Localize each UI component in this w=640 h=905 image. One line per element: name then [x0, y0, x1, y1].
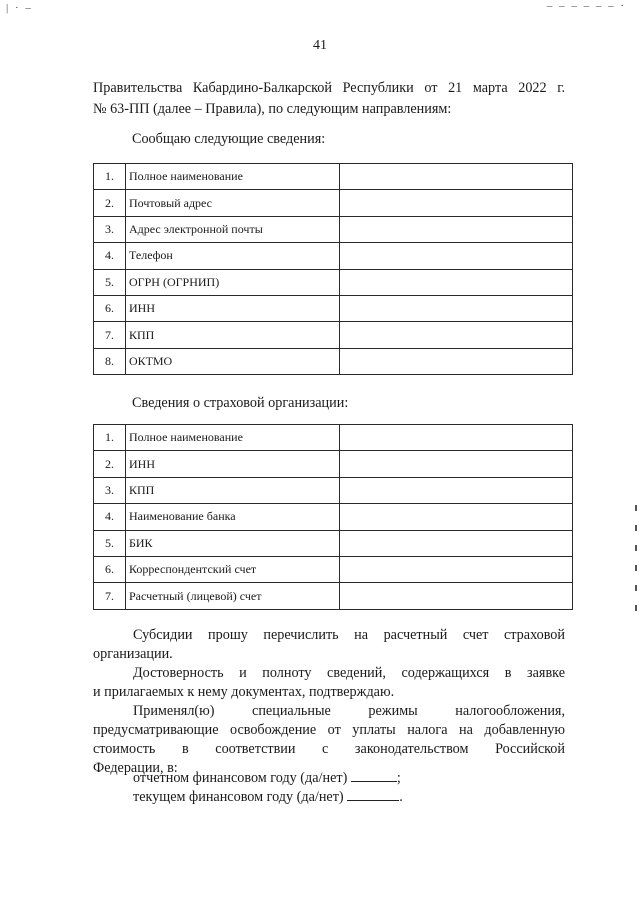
row-label: ОГРН (ОГРНИП) — [126, 269, 340, 295]
row-number: 7. — [94, 583, 126, 609]
table-row — [94, 216, 573, 242]
scan-corner-mark: | · – — [6, 2, 33, 14]
table-row — [94, 425, 573, 451]
reporting-year-label: отчетном финансовом году (да/нет) — [133, 770, 348, 786]
row-number: 7. — [94, 322, 126, 348]
row-label: БИК — [126, 530, 340, 556]
table-row — [94, 322, 573, 348]
row-number: 3. — [94, 477, 126, 503]
paragraph-line: организации. — [93, 646, 173, 662]
paragraph-line: и прилагаемых к нему документах, подтверждаю. — [93, 684, 395, 700]
table-row — [94, 583, 573, 609]
row-label: ИНН — [126, 451, 340, 477]
value-cell-postal-address[interactable] — [340, 190, 573, 216]
value-cell-oktmo[interactable] — [340, 348, 573, 374]
row-label: КПП — [126, 322, 340, 348]
table-row — [94, 295, 573, 321]
value-cell-ogrn[interactable] — [340, 269, 573, 295]
row-label: Наименование банка — [126, 504, 340, 530]
paragraph-tax-regimes — [93, 702, 565, 778]
current-year-blank[interactable] — [347, 787, 399, 801]
row-number: 1. — [94, 425, 126, 451]
table-row — [94, 190, 573, 216]
paragraph-subsidy-transfer — [93, 626, 565, 664]
row-number: 3. — [94, 216, 126, 242]
value-cell-insurer-kpp[interactable] — [340, 477, 573, 503]
value-cell-inn[interactable] — [340, 295, 573, 321]
scan-edge-marks — [634, 505, 638, 625]
reporting-year-blank[interactable] — [351, 768, 397, 782]
value-cell-kpp[interactable] — [340, 322, 573, 348]
paragraph-line: Субсидии прошу перечислить на расчетный счет страховой — [133, 627, 565, 643]
row-label: Адрес электронной почты — [126, 216, 340, 242]
row-label: КПП — [126, 477, 340, 503]
paragraph-line: предусматривающие освобождение от уплаты налога на добавленную — [93, 722, 565, 738]
row-label: Почтовый адрес — [126, 190, 340, 216]
page-number: 41 — [313, 38, 327, 53]
value-cell-corr-account[interactable] — [340, 556, 573, 582]
row-number: 8. — [94, 348, 126, 374]
scan-corner-mark-right: – – – – – – · — [546, 0, 626, 12]
row-label: ОКТМО — [126, 348, 340, 374]
value-cell-settlement-account[interactable] — [340, 583, 573, 609]
reporting-year-end: ; — [396, 770, 401, 786]
table-row — [94, 269, 573, 295]
intro-line-2: № 63-ПП (далее – Правила), по следующим направлениям: — [93, 101, 452, 117]
value-cell-email[interactable] — [340, 216, 573, 242]
value-cell-bik[interactable] — [340, 530, 573, 556]
value-cell-insurer-inn[interactable] — [340, 451, 573, 477]
paragraph-confirmation — [93, 664, 565, 702]
row-number: 1. — [94, 164, 126, 190]
row-label: Телефон — [126, 243, 340, 269]
table-row — [94, 556, 573, 582]
row-number: 6. — [94, 556, 126, 582]
table-row — [94, 530, 573, 556]
insurer-info-table — [93, 424, 573, 610]
value-cell-full-name[interactable] — [340, 164, 573, 190]
intro-line-1: Правительства Кабардино-Балкарской Республики от 21 марта 2022 г. — [93, 80, 565, 96]
row-number: 6. — [94, 295, 126, 321]
section-heading-applicant: Сообщаю следующие сведения: — [132, 131, 326, 147]
table-row — [94, 477, 573, 503]
current-year-end: . — [399, 789, 403, 805]
row-number: 5. — [94, 530, 126, 556]
row-label: Расчетный (лицевой) счет — [126, 583, 340, 609]
intro-text — [93, 78, 565, 120]
current-year-line — [133, 787, 403, 806]
value-cell-bank-name[interactable] — [340, 504, 573, 530]
reporting-year-line — [133, 768, 401, 787]
table-row — [94, 504, 573, 530]
table-row — [94, 164, 573, 190]
table-row — [94, 348, 573, 374]
value-cell-phone[interactable] — [340, 243, 573, 269]
current-year-label: текущем финансовом году (да/нет) — [133, 789, 344, 805]
row-label: Полное наименование — [126, 425, 340, 451]
row-number: 4. — [94, 504, 126, 530]
paragraph-line: Применял(ю) специальные режимы налогообложения, — [133, 703, 565, 719]
row-number: 5. — [94, 269, 126, 295]
row-label: ИНН — [126, 295, 340, 321]
row-label: Полное наименование — [126, 164, 340, 190]
row-label: Корреспондентский счет — [126, 556, 340, 582]
paragraph-line: стоимость в соответствии с законодательством Российской — [93, 741, 565, 757]
value-cell-insurer-name[interactable] — [340, 425, 573, 451]
row-number: 2. — [94, 190, 126, 216]
paragraph-line: Федерации, в: — [93, 760, 178, 776]
table-row — [94, 243, 573, 269]
section-heading-insurer: Сведения о страховой организации: — [132, 395, 349, 411]
row-number: 4. — [94, 243, 126, 269]
applicant-info-table — [93, 163, 573, 375]
paragraph-line: Достоверность и полноту сведений, содержащихся в заявке — [133, 665, 565, 681]
table-row — [94, 451, 573, 477]
row-number: 2. — [94, 451, 126, 477]
